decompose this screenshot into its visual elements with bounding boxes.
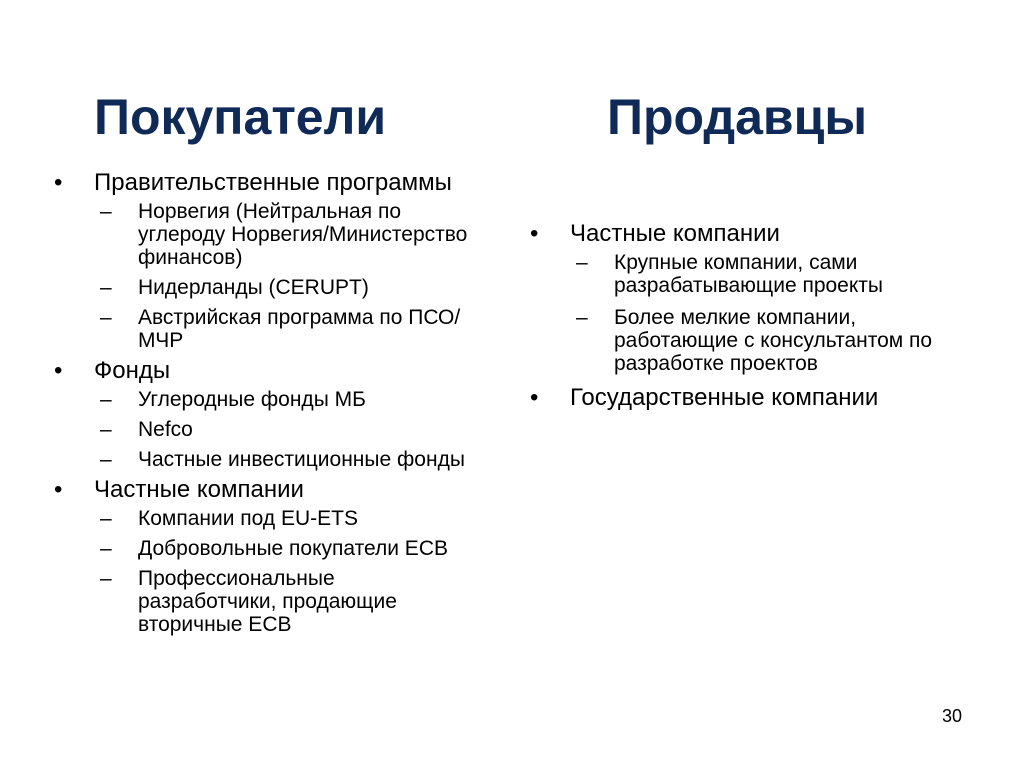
- buyers-sublist: [94, 507, 474, 636]
- sellers-item: [530, 385, 970, 411]
- buyers-item: [54, 477, 474, 636]
- sellers-item-label: Частные компании: [570, 220, 780, 247]
- sellers-list: [530, 221, 970, 411]
- dash-icon: –: [576, 306, 588, 329]
- buyers-item-label: Правительственные программы: [94, 169, 452, 196]
- buyers-item-label: Частные компании: [94, 476, 304, 503]
- buyers-sublist: [94, 200, 474, 352]
- dash-icon: –: [100, 388, 112, 411]
- dash-icon: –: [100, 507, 112, 530]
- sellers-subitem-label: Более мелкие компании, работающие с консультантом по разработке проектов: [614, 306, 933, 375]
- dash-icon: –: [100, 306, 112, 329]
- sellers-item-label: Государственные компании: [570, 384, 879, 411]
- sellers-title: Продавцы: [607, 89, 868, 145]
- buyers-subitem: [94, 507, 474, 530]
- buyers-subitem: [94, 276, 474, 299]
- dash-icon: –: [100, 537, 112, 560]
- buyers-subitem-label: Австрийская программа по ПСО/МЧР: [138, 306, 461, 352]
- buyers-subitem-label: Норвегия (Нейтральная по углероду Норвегия/Министерство финансов): [138, 200, 468, 269]
- sellers-subitem: [570, 306, 970, 375]
- buyers-subitem-label: Нидерланды (CERUPT): [138, 276, 369, 299]
- buyers-subitem-label: Частные инвестиционные фонды: [138, 448, 465, 471]
- sellers-item: [530, 221, 970, 375]
- sellers-subitem-label: Крупные компании, сами разрабатывающие проекты: [614, 251, 884, 297]
- dash-icon: –: [100, 418, 112, 441]
- buyers-list: [54, 170, 474, 636]
- buyers-item: [54, 170, 474, 352]
- buyers-item: [54, 358, 474, 471]
- buyers-subitem: [94, 200, 474, 269]
- buyers-subitem: [94, 537, 474, 560]
- page-number: 30: [941, 706, 962, 726]
- buyers-subitem-label: Профессиональные разработчики, продающие вторичные ЕСВ: [138, 567, 397, 636]
- dash-icon: –: [100, 200, 112, 223]
- sellers-sublist: [570, 251, 970, 375]
- buyers-subitem: [94, 418, 474, 441]
- buyers-item-label: Фонды: [94, 357, 171, 384]
- dash-icon: –: [576, 251, 588, 274]
- dash-icon: –: [100, 448, 112, 471]
- buyers-subitem-label: Углеродные фонды МБ: [138, 388, 366, 411]
- buyers-sublist: [94, 388, 474, 471]
- bullet-icon: •: [530, 220, 539, 247]
- dash-icon: –: [100, 567, 112, 590]
- buyers-title: Покупатели: [94, 89, 387, 145]
- bullet-icon: •: [530, 384, 539, 411]
- bullet-icon: •: [54, 169, 63, 196]
- bullet-icon: •: [54, 476, 63, 503]
- buyers-subitem: [94, 567, 474, 636]
- buyers-subitem: [94, 306, 474, 352]
- buyers-subitem: [94, 388, 474, 411]
- buyers-subitem-label: Добровольные покупатели ЕСВ: [138, 537, 448, 560]
- dash-icon: –: [100, 276, 112, 299]
- buyers-subitem-label: Nefco: [138, 418, 193, 441]
- buyers-subitem-label: Компании под EU-ETS: [138, 507, 358, 530]
- bullet-icon: •: [54, 357, 63, 384]
- sellers-subitem: [570, 251, 970, 297]
- buyers-subitem: [94, 448, 474, 471]
